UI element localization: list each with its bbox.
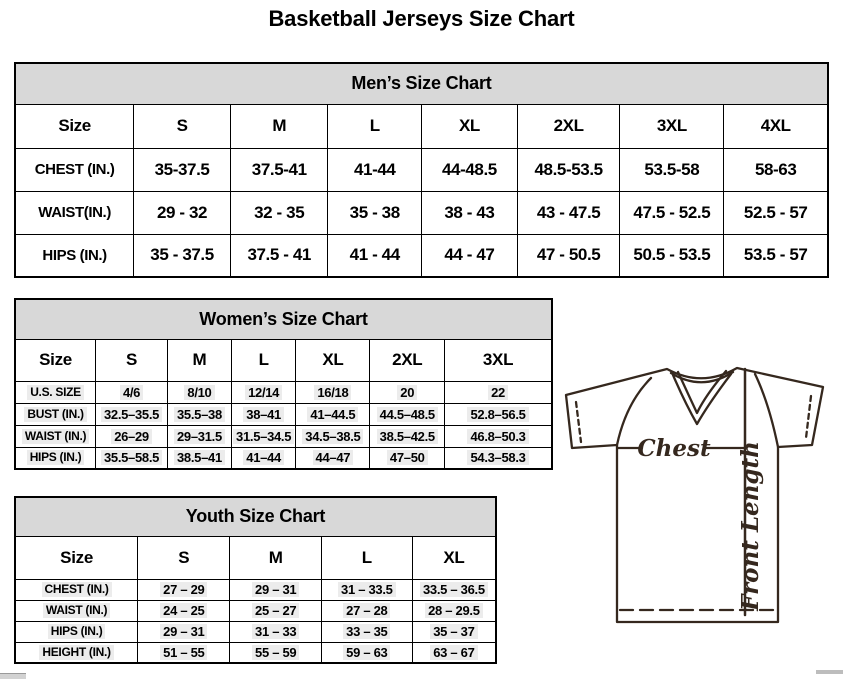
men-row-label: HIPS (IN.) xyxy=(15,234,134,277)
women-value-cell xyxy=(296,447,370,469)
men-value-cell: 43 - 47.5 xyxy=(517,191,619,234)
sleeve-cuff-dash-left xyxy=(576,402,581,442)
highlighted-text: 35.5–58.5 xyxy=(101,450,162,465)
youth-value-cell xyxy=(138,642,230,663)
men-value-cell: 37.5-41 xyxy=(230,148,328,191)
sleeve-seam-right xyxy=(755,374,778,447)
youth-value-cell xyxy=(321,621,412,642)
men-value-cell: 32 - 35 xyxy=(230,191,328,234)
men-column-header: 2XL xyxy=(517,104,619,148)
highlighted-text: BUST (IN.) xyxy=(24,407,86,422)
men-value-cell: 53.5-58 xyxy=(620,148,724,191)
highlighted-text: 29–31.5 xyxy=(174,429,225,444)
men-row-label: WAIST(IN.) xyxy=(15,191,134,234)
youth-column-header: S xyxy=(138,536,230,579)
men-column-header: 4XL xyxy=(724,104,828,148)
youth-value-cell xyxy=(230,600,321,621)
youth-value-cell xyxy=(412,579,496,600)
highlighted-text: 20 xyxy=(397,385,417,400)
women-value-cell xyxy=(445,447,552,469)
women-row-label xyxy=(15,425,96,447)
women-column-header: XL xyxy=(296,339,370,381)
men-value-cell: 44 - 47 xyxy=(421,234,517,277)
highlighted-text: 52.8–56.5 xyxy=(467,407,528,422)
men-value-cell: 41-44 xyxy=(328,148,421,191)
highlighted-text: 26–29 xyxy=(111,429,152,444)
men-column-header: XL xyxy=(421,104,517,148)
highlighted-text: 25 – 27 xyxy=(252,603,299,618)
women-value-cell xyxy=(168,381,232,403)
women-column-header: M xyxy=(168,339,232,381)
women-value-cell xyxy=(370,403,445,425)
page-title: Basketball Jerseys Size Chart xyxy=(268,6,575,31)
sleeve-cuff-dash-right xyxy=(806,396,811,438)
youth-value-cell xyxy=(138,579,230,600)
youth-value-cell xyxy=(321,579,412,600)
highlighted-text: 41–44.5 xyxy=(307,407,358,422)
women-table-row xyxy=(15,425,552,447)
youth-row-label xyxy=(15,600,138,621)
highlighted-text: 33.5 – 36.5 xyxy=(420,582,488,597)
highlighted-text: 54.3–58.3 xyxy=(467,450,528,465)
men-value-cell: 50.5 - 53.5 xyxy=(620,234,724,277)
highlighted-text: 63 – 67 xyxy=(430,645,477,660)
women-value-cell xyxy=(96,425,168,447)
men-column-header: M xyxy=(230,104,328,148)
youth-value-cell xyxy=(321,600,412,621)
women-table xyxy=(14,298,553,470)
mens-size-table xyxy=(14,62,829,278)
highlighted-text: CHEST (IN.) xyxy=(42,582,112,597)
women-value-cell xyxy=(231,381,295,403)
highlighted-text: 4/6 xyxy=(120,385,143,400)
youth-table xyxy=(14,496,497,664)
women-value-cell xyxy=(296,425,370,447)
youth-table-row xyxy=(15,579,496,600)
youth-value-cell xyxy=(230,642,321,663)
highlighted-text: 38.5–42.5 xyxy=(377,429,438,444)
highlighted-text: 59 – 63 xyxy=(343,645,390,660)
men-value-cell: 53.5 - 57 xyxy=(724,234,828,277)
highlighted-text: 46.8–50.3 xyxy=(467,429,528,444)
highlighted-text: 22 xyxy=(488,385,508,400)
youth-table-row xyxy=(15,642,496,663)
highlighted-text: 55 – 59 xyxy=(252,645,299,660)
youth-value-cell xyxy=(230,579,321,600)
youth-value-cell xyxy=(230,621,321,642)
men-value-cell: 38 - 43 xyxy=(421,191,517,234)
women-value-cell xyxy=(370,425,445,447)
youth-table-title: Youth Size Chart xyxy=(15,497,496,536)
youth-value-cell xyxy=(412,642,496,663)
highlighted-text: 38.5–41 xyxy=(174,450,225,465)
highlighted-text: 28 – 29.5 xyxy=(425,603,483,618)
women-column-header: S xyxy=(96,339,168,381)
men-value-cell: 47 - 50.5 xyxy=(517,234,619,277)
highlighted-text: 24 – 25 xyxy=(160,603,207,618)
men-column-header: Size xyxy=(15,104,134,148)
highlighted-text: 51 – 55 xyxy=(160,645,207,660)
chest-label: Chest xyxy=(637,435,711,462)
highlighted-text: 44–47 xyxy=(313,450,354,465)
men-value-cell: 44-48.5 xyxy=(421,148,517,191)
highlighted-text: 31 – 33.5 xyxy=(338,582,396,597)
men-value-cell: 48.5-53.5 xyxy=(517,148,619,191)
women-value-cell xyxy=(168,425,232,447)
youth-column-header: Size xyxy=(15,536,138,579)
highlighted-text: 8/10 xyxy=(184,385,214,400)
women-value-cell xyxy=(296,403,370,425)
highlighted-text: 31.5–34.5 xyxy=(233,429,294,444)
youth-column-header: XL xyxy=(412,536,496,579)
highlighted-text: 44.5–48.5 xyxy=(377,407,438,422)
women-column-header: 3XL xyxy=(445,339,552,381)
youth-value-cell xyxy=(138,600,230,621)
youth-row-label xyxy=(15,642,138,663)
womens-size-table xyxy=(14,298,553,470)
women-column-header: Size xyxy=(15,339,96,381)
women-column-header: L xyxy=(231,339,295,381)
women-value-cell xyxy=(96,447,168,469)
highlighted-text: 12/14 xyxy=(245,385,282,400)
highlighted-text: WAIST (IN.) xyxy=(43,603,110,618)
men-column-header: L xyxy=(328,104,421,148)
women-value-cell xyxy=(96,403,168,425)
highlighted-text: HEIGHT (IN.) xyxy=(39,645,113,660)
horizontal-scrollbar-fragment-left[interactable] xyxy=(0,673,26,679)
horizontal-scrollbar-fragment-right[interactable] xyxy=(816,670,843,674)
women-value-cell xyxy=(445,425,552,447)
highlighted-text: 29 – 31 xyxy=(160,624,207,639)
youth-size-table xyxy=(14,496,497,664)
youth-column-header: M xyxy=(230,536,321,579)
highlighted-text: HIPS (IN.) xyxy=(27,450,85,465)
women-table-row xyxy=(15,403,552,425)
women-value-cell xyxy=(370,447,445,469)
highlighted-text: 34.5–38.5 xyxy=(302,429,363,444)
women-value-cell xyxy=(231,403,295,425)
men-table-title: Men’s Size Chart xyxy=(15,63,828,104)
highlighted-text: WAIST (IN.) xyxy=(22,429,89,444)
men-value-cell: 41 - 44 xyxy=(328,234,421,277)
youth-row-label xyxy=(15,621,138,642)
men-column-header: 3XL xyxy=(620,104,724,148)
men-value-cell: 35 - 38 xyxy=(328,191,421,234)
youth-value-cell xyxy=(412,621,496,642)
highlighted-text: 31 – 33 xyxy=(252,624,299,639)
youth-row-label xyxy=(15,579,138,600)
highlighted-text: 35 – 37 xyxy=(430,624,477,639)
women-value-cell xyxy=(231,425,295,447)
women-value-cell xyxy=(296,381,370,403)
women-table-title: Women’s Size Chart xyxy=(15,299,552,339)
jersey-measurement-diagram xyxy=(560,358,840,668)
highlighted-text: 38–41 xyxy=(243,407,284,422)
women-value-cell xyxy=(445,381,552,403)
men-value-cell: 35-37.5 xyxy=(134,148,231,191)
youth-value-cell xyxy=(138,621,230,642)
highlighted-text: 33 – 35 xyxy=(343,624,390,639)
highlighted-text: 35.5–38 xyxy=(174,407,225,422)
women-value-cell xyxy=(445,403,552,425)
men-row-label: CHEST (IN.) xyxy=(15,148,134,191)
men-value-cell: 58-63 xyxy=(724,148,828,191)
men-value-cell: 52.5 - 57 xyxy=(724,191,828,234)
men-column-header: S xyxy=(134,104,231,148)
women-value-cell xyxy=(168,403,232,425)
women-row-label xyxy=(15,447,96,469)
highlighted-text: U.S. SIZE xyxy=(27,385,84,400)
women-value-cell xyxy=(231,447,295,469)
women-value-cell xyxy=(370,381,445,403)
women-value-cell xyxy=(168,447,232,469)
youth-column-header: L xyxy=(321,536,412,579)
men-table-row xyxy=(15,191,828,234)
women-table-row xyxy=(15,381,552,403)
men-value-cell: 47.5 - 52.5 xyxy=(620,191,724,234)
youth-table-row xyxy=(15,600,496,621)
highlighted-text: 27 – 28 xyxy=(343,603,390,618)
men-table-row xyxy=(15,148,828,191)
women-table-row xyxy=(15,447,552,469)
highlighted-text: 47–50 xyxy=(387,450,428,465)
men-table-row xyxy=(15,234,828,277)
women-row-label xyxy=(15,381,96,403)
men-table xyxy=(14,62,829,278)
front-length-label: Front Length xyxy=(737,441,764,611)
youth-value-cell xyxy=(321,642,412,663)
highlighted-text: 29 – 31 xyxy=(252,582,299,597)
highlighted-text: 32.5–35.5 xyxy=(101,407,162,422)
highlighted-text: HIPS (IN.) xyxy=(48,624,106,639)
women-column-header: 2XL xyxy=(370,339,445,381)
youth-table-row xyxy=(15,621,496,642)
highlighted-text: 41–44 xyxy=(243,450,284,465)
highlighted-text: 16/18 xyxy=(314,385,351,400)
men-value-cell: 29 - 32 xyxy=(134,191,231,234)
women-value-cell xyxy=(96,381,168,403)
men-value-cell: 37.5 - 41 xyxy=(230,234,328,277)
men-value-cell: 35 - 37.5 xyxy=(134,234,231,277)
youth-value-cell xyxy=(412,600,496,621)
women-row-label xyxy=(15,403,96,425)
highlighted-text: 27 – 29 xyxy=(160,582,207,597)
